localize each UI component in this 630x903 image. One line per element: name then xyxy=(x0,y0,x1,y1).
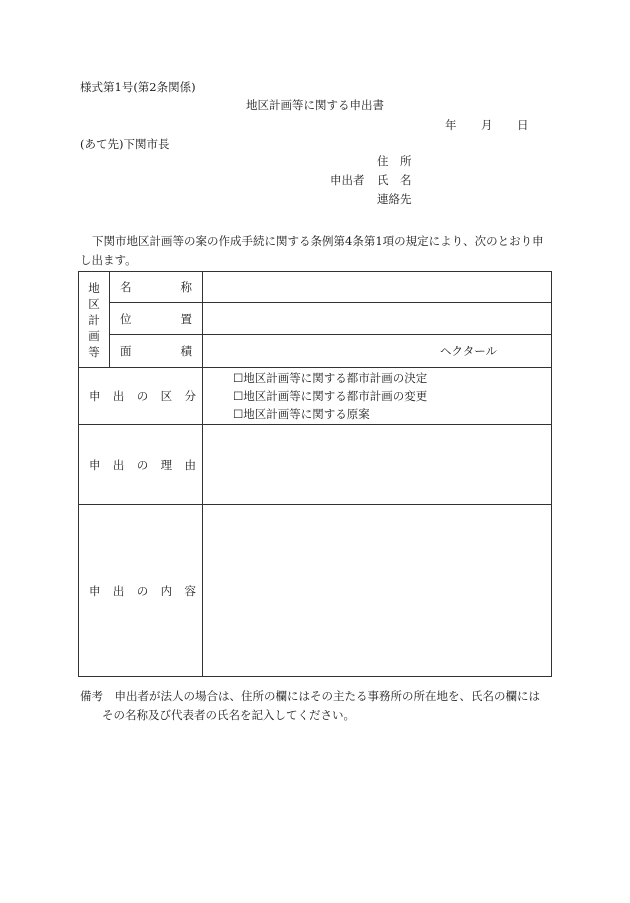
area-field[interactable] xyxy=(203,335,552,368)
name-row-label: 名 称 xyxy=(110,272,203,303)
address-label: 住 所 xyxy=(377,154,412,168)
addressee: (あて先)下関市長 xyxy=(80,137,170,151)
body-text: 下関市地区計画等の案の作成手続に関する条例第4条第1項の規定により、次のとおり申し出ます。 xyxy=(80,234,544,267)
date-year: 年 xyxy=(445,118,457,132)
district-label: 地 区 計 画 等 xyxy=(79,272,110,368)
category-option-decision[interactable]: ☐地区計画等に関する都市計画の決定 xyxy=(233,371,428,385)
contact-label: 連絡先 xyxy=(377,192,412,206)
category-option-draft[interactable]: ☐地区計画等に関する原案 xyxy=(233,407,370,421)
date-line xyxy=(445,120,529,132)
location-row-label: 位 置 xyxy=(110,303,203,335)
form-number: 様式第1号(第2条関係) xyxy=(80,80,196,94)
remarks-label: 備考 xyxy=(80,689,103,703)
remarks xyxy=(80,687,540,725)
content-field[interactable] xyxy=(203,505,552,677)
reason-label: 申 出 の 理 由 xyxy=(79,425,203,505)
name-field[interactable] xyxy=(203,272,552,303)
content-label: 申 出 の 内 容 xyxy=(79,505,203,677)
category-options xyxy=(203,368,552,425)
area-unit: ヘクタール xyxy=(439,344,497,358)
reason-field[interactable] xyxy=(203,425,552,505)
application-table xyxy=(78,271,552,677)
date-month: 月 xyxy=(481,118,493,132)
category-label: 申 出 の 区 分 xyxy=(79,368,203,425)
applicant-label: 申出者 xyxy=(330,173,365,187)
remarks-line1: 申出者が法人の場合は、住所の欄にはその主たる事務所の所在地を、氏名の欄には xyxy=(114,689,540,703)
category-option-change[interactable]: ☐地区計画等に関する都市計画の変更 xyxy=(233,389,428,403)
name-label: 氏 名 xyxy=(377,173,412,187)
area-row-label: 面 積 xyxy=(110,335,203,368)
location-field[interactable] xyxy=(203,303,552,335)
date-day: 日 xyxy=(517,118,529,132)
applicant-block xyxy=(330,156,440,213)
remarks-line2: その名称及び代表者の氏名を記入してください。 xyxy=(102,708,355,722)
document-title: 地区計画等に関する申出書 xyxy=(246,98,384,112)
